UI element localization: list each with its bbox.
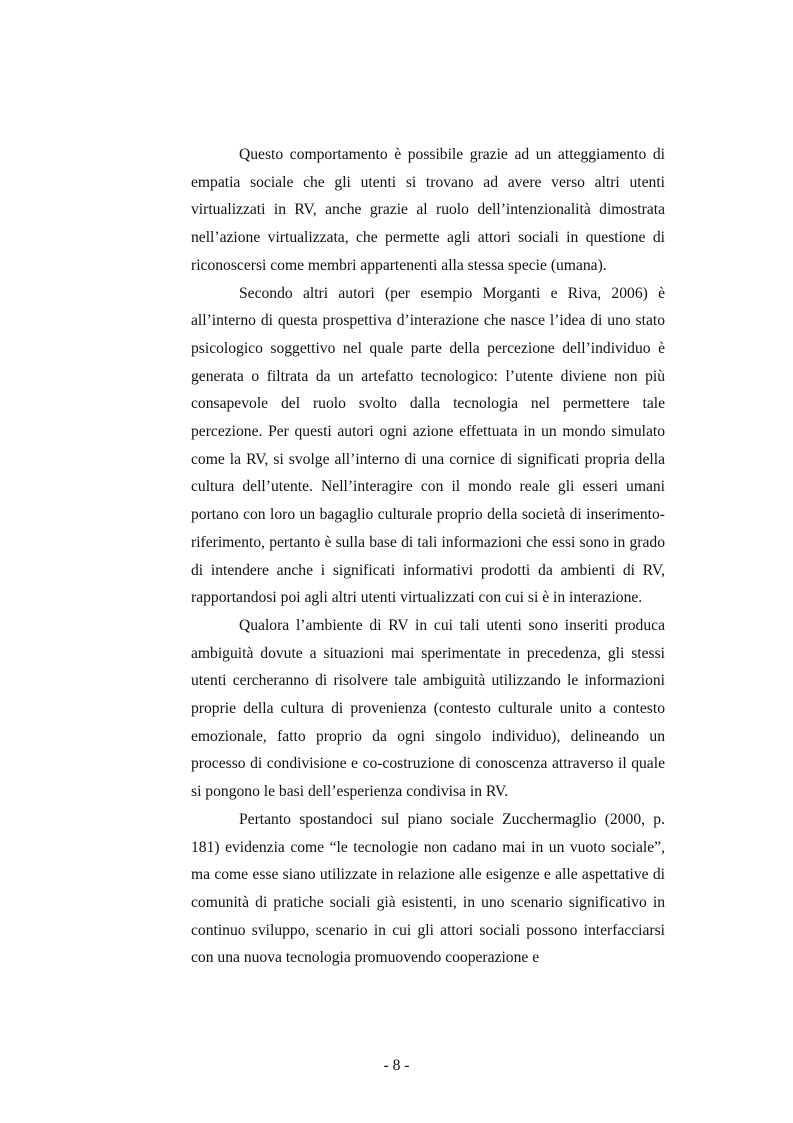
paragraph-4: Pertanto spostandoci sul piano sociale Zucchermaglio (2000, p. 181) evidenzia come “le tecnologie non cadano mai in un vuoto sociale”, ma come esse siano utilizzate in relazione alle esigenze e alle aspettative di comunità di pratiche sociali già esistenti, in uno scenario significativo in continuo sviluppo, scenario in cui gli attori sociali possono interfacciarsi con una nuova tecnologia promuovendo cooperazione e (191, 810, 665, 967)
paragraph-2: Secondo altri autori (per esempio Morganti e Riva, 2006) è all’interno di questa prospettiva d’interazione che nasce l’idea di uno stato psicologico soggettivo nel quale parte della percezione dell’individuo è generata o filtrata da un artefatto tecnologico: l’utente diviene non più consapevole del ruolo svolto dalla tecnologia nel permettere tale percezione. Per questi autori ogni azione effettuata in un mondo simulato come la RV, si svolge all’interno di una cornice di significati propria della cultura dell’utente. Nell’interagire con il mondo reale gli esseri umani portano con loro un bagaglio culturale proprio della società di inserimento-riferimento, pertanto è sulla base di tali informazioni che essi sono in grado di intendere anche i significati informativi prodotti da ambienti di RV, rapportandosi poi agli altri utenti virtualizzati con cui si è in interazione. (191, 284, 665, 607)
paragraph-3: Qualora l’ambiente di RV in cui tali utenti sono inseriti produca ambiguità dovute a situazioni mai sperimentate in precedenza, gli stessi utenti cercheranno di risolvere tale ambiguità utilizzando le informazioni proprie della cultura di provenienza (contesto culturale unito a contesto emozionale, fatto proprio da ogni singolo individuo), delineando un processo di condivisione e co-costruzione di conoscenza attraverso il quale si pongono le basi dell’esperienza condivisa in RV. (191, 616, 665, 801)
body-text (191, 141, 665, 972)
paragraph-1: Questo comportamento è possibile grazie ad un atteggiamento di empatia sociale che gli utenti si trovano ad avere verso altri utenti virtualizzati in RV, anche grazie al ruolo dell’intenzionalità dimostrata nell’azione virtualizzata, che permette agli attori sociali in questione di riconoscersi come membri appartenenti alla stessa specie (umana). (191, 146, 665, 274)
page-number: - 8 - (383, 1057, 410, 1074)
